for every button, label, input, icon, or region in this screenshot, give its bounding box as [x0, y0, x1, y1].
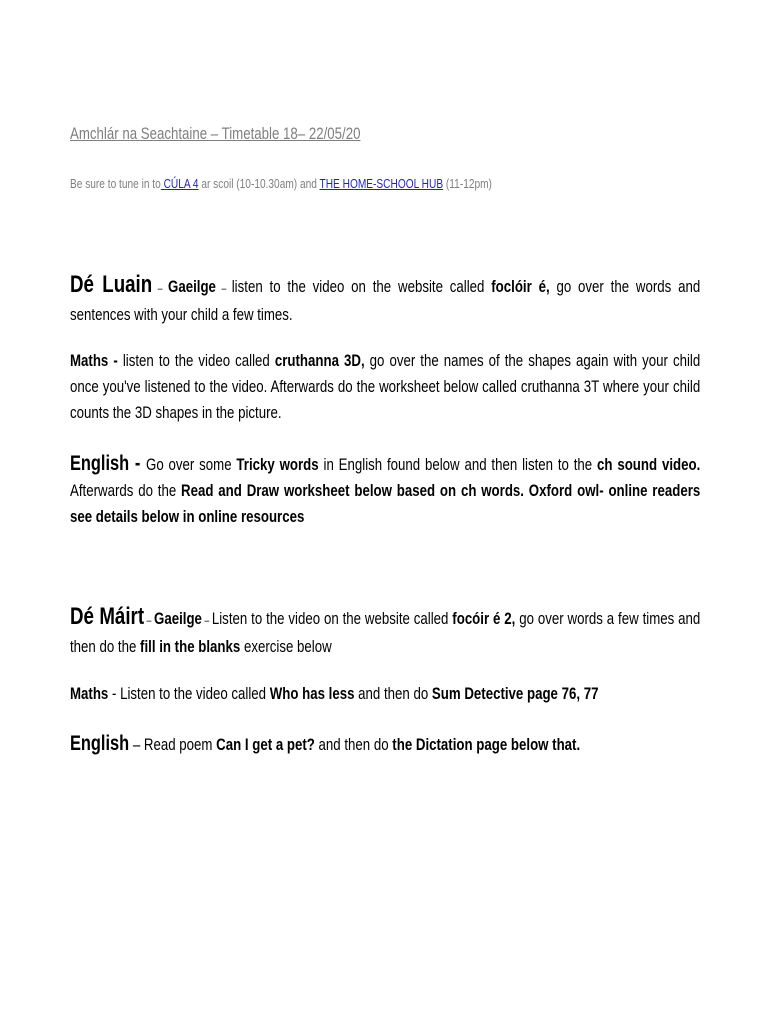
home-school-hub-link[interactable]: THE HOME-SCHOOL HUB [319, 176, 444, 191]
dash: – [215, 283, 232, 295]
monday-heading: Dé Luain [70, 271, 153, 298]
tuesday-english-bold: Can I get a pet? [216, 735, 315, 754]
tune-prefix: Be sure to tune in to [70, 176, 161, 191]
dash: – [152, 283, 169, 295]
dash: – [144, 615, 155, 627]
monday-maths-bold: cruthanna 3D, [274, 351, 365, 370]
monday-english-text: Go over some [146, 455, 237, 474]
tuesday-maths-bold: Who has less [269, 684, 355, 703]
tuesday-english-bold-2: the Dictation page below that. [392, 735, 581, 754]
tuesday-maths-label: Maths [70, 684, 109, 703]
monday-gaeilge-text: listen to the video on the website called [231, 277, 492, 296]
tuesday-gaeilge-paragraph [70, 604, 700, 660]
monday-gaeilge-text-2: go over the words and sentences with your child a few times. [70, 277, 701, 324]
tune-middle: ar scoil (10-10.30am) and [198, 176, 320, 191]
monday-english-bold: Tricky words [236, 455, 319, 474]
tuesday-heading: Dé Máirt [70, 603, 145, 630]
monday-maths-paragraph [70, 348, 700, 426]
tuesday-maths-text-2: and then do [354, 684, 432, 703]
monday-english-bold-3: Read and Draw worksheet below based on ch words. Oxford owl- online readers see details below in online resources [70, 481, 701, 526]
tuesday-gaeilge-text-2: go over words a few times and then do the [70, 609, 701, 656]
dash: – [201, 615, 212, 627]
tuesday-maths-paragraph [70, 681, 700, 707]
tune-suffix: (11-12pm) [443, 176, 492, 191]
monday-maths-label: Maths - [70, 351, 123, 370]
monday-english-text-2: in English found below and then listen to the [318, 455, 598, 474]
tuesday-gaeilge-label: Gaeilge [154, 609, 202, 628]
tuesday-english-label: English [70, 732, 130, 755]
tuesday-english-paragraph [70, 731, 700, 758]
tuesday-english-text-2: and then do [314, 735, 393, 754]
tuesday-maths-bold-2: Sum Detective page 76, 77 [431, 684, 599, 703]
monday-maths-text: listen to the video called [122, 351, 275, 370]
monday-gaeilge-bold: foclóir é, [491, 277, 550, 296]
cula4-link[interactable]: CÚLA 4 [160, 176, 199, 191]
monday-english-bold-2: ch sound video. [597, 455, 701, 474]
monday-english-label: English - [70, 452, 147, 475]
tuesday-english-text: – Read poem [129, 735, 217, 754]
monday-english-paragraph [70, 451, 700, 530]
monday-english-text-3: Afterwards do the [70, 481, 182, 500]
monday-gaeilge-label: Gaeilge [168, 277, 216, 296]
monday-maths-text-2: go over the names of the shapes again with your child once you've listened to the video. Afterwards do the worksheet below called cruthanna 3T where your child counts the 3D shapes in the picture. [70, 351, 701, 422]
tuesday-maths-text: - Listen to the video called [108, 684, 270, 703]
monday-gaeilge-paragraph [70, 272, 700, 328]
tuesday-gaeilge-bold-2: fill in the blanks [140, 637, 241, 656]
tuesday-gaeilge-text-3: exercise below [240, 637, 332, 656]
tuesday-gaeilge-bold: focóir é 2, [452, 609, 516, 628]
tuesday-gaeilge-text: Listen to the video on the website called [211, 609, 453, 628]
page-title: Amchlár na Seachtaine – Timetable 18– 22/05/20 [70, 124, 361, 143]
tune-in-line [70, 176, 492, 191]
